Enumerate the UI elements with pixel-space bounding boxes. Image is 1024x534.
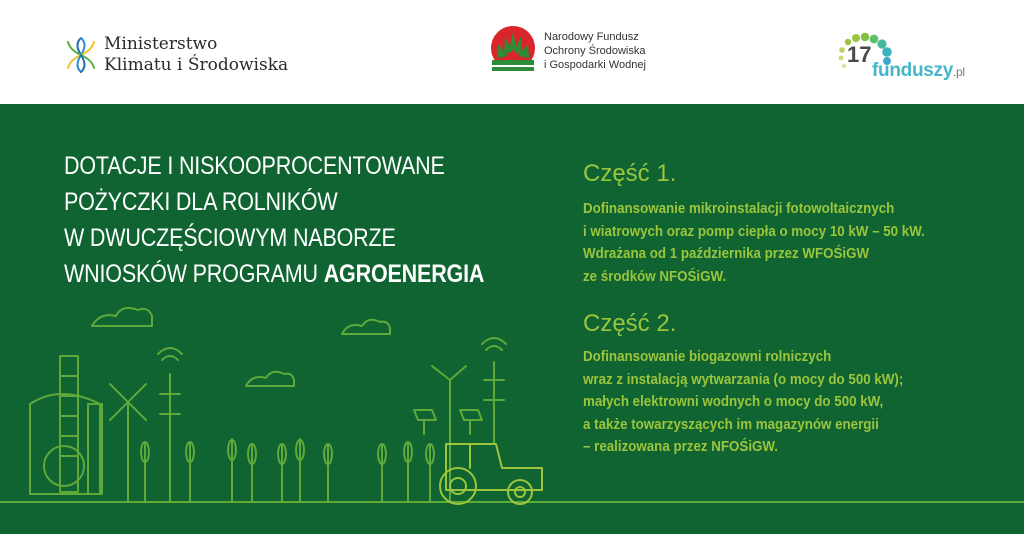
- tractor-icon: [440, 444, 542, 504]
- windmill-icon: [110, 384, 146, 502]
- headline: [64, 148, 544, 292]
- main-panel: [0, 104, 1024, 534]
- part1-line: ze środków NFOŚiGW.: [583, 268, 727, 285]
- part1-line: Wdrażana od 1 października przez WFOŚiGW: [583, 246, 870, 262]
- ministry-name-line1: Ministerstwo: [104, 34, 218, 54]
- solar-panel-icon: [414, 410, 482, 434]
- headline-line4: [64, 256, 485, 292]
- part2-line: wraz z instalacją wytwarzania (o mocy do 500 kW);: [583, 371, 904, 388]
- funduszy-word: funduszy: [872, 60, 953, 81]
- ministry-logo-icon: [66, 36, 96, 74]
- nfosigw-name-line3: i Gospodarki Wodnej: [544, 59, 646, 71]
- antenna-icon: [158, 348, 182, 502]
- part1-line: Dofinansowanie mikroinstalacji fotowoltaicznych: [583, 201, 895, 217]
- funduszy-suffix: .pl: [953, 65, 965, 79]
- cloud-icon: [342, 320, 390, 334]
- wheat-icon: [141, 439, 434, 502]
- part2-line: – realizowana przez NFOŚiGW.: [583, 439, 778, 455]
- funduszy-number: 17: [847, 42, 872, 67]
- funduszy-logo: [836, 30, 976, 80]
- part2-line: małych elektrowni wodnych o mocy do 500 kW,: [583, 394, 884, 410]
- part2-line: Dofinansowanie biogazowni rolniczych: [583, 349, 832, 365]
- part1-line: i wiatrowych oraz pomp ciepła o mocy 10 kW – 50 kW.: [583, 223, 925, 240]
- nfosigw-name-line1: Narodowy Fundusz: [544, 31, 639, 43]
- nfosigw-logo-icon: [488, 24, 538, 78]
- biogas-tank-icon: [30, 394, 100, 494]
- ministry-logo: [66, 34, 288, 76]
- part2-heading: Część 2.: [583, 310, 677, 337]
- part1-body: [583, 198, 1003, 288]
- headline-line4-prefix: WNIOSKÓW PROGRAMU: [64, 260, 324, 288]
- nfosigw-name-line2: Ochrony Środowiska: [544, 45, 646, 57]
- antenna-right-icon: [482, 338, 506, 444]
- cloud-icon: [92, 308, 152, 326]
- wind-turbine-icon: [432, 366, 466, 502]
- headline-line2: POŻYCZKI DLA ROLNIKÓW: [64, 188, 338, 216]
- headline-line3: W DWUCZĘŚCIOWYM NABORZE: [64, 224, 396, 252]
- nfosigw-logo: [488, 24, 646, 78]
- header-bar: [0, 0, 1024, 104]
- headline-line1: DOTACJE I NISKOOPROCENTOWANE: [64, 152, 445, 180]
- part1-heading: Część 1.: [583, 160, 677, 187]
- cloud-icon: [246, 372, 294, 386]
- ministry-name-line2: Klimatu i Środowiska: [104, 55, 289, 75]
- part2-body: [583, 346, 1003, 459]
- part2-line: a także towarzyszących im magazynów energii: [583, 416, 879, 433]
- headline-program-name: AGROENERGIA: [323, 260, 485, 288]
